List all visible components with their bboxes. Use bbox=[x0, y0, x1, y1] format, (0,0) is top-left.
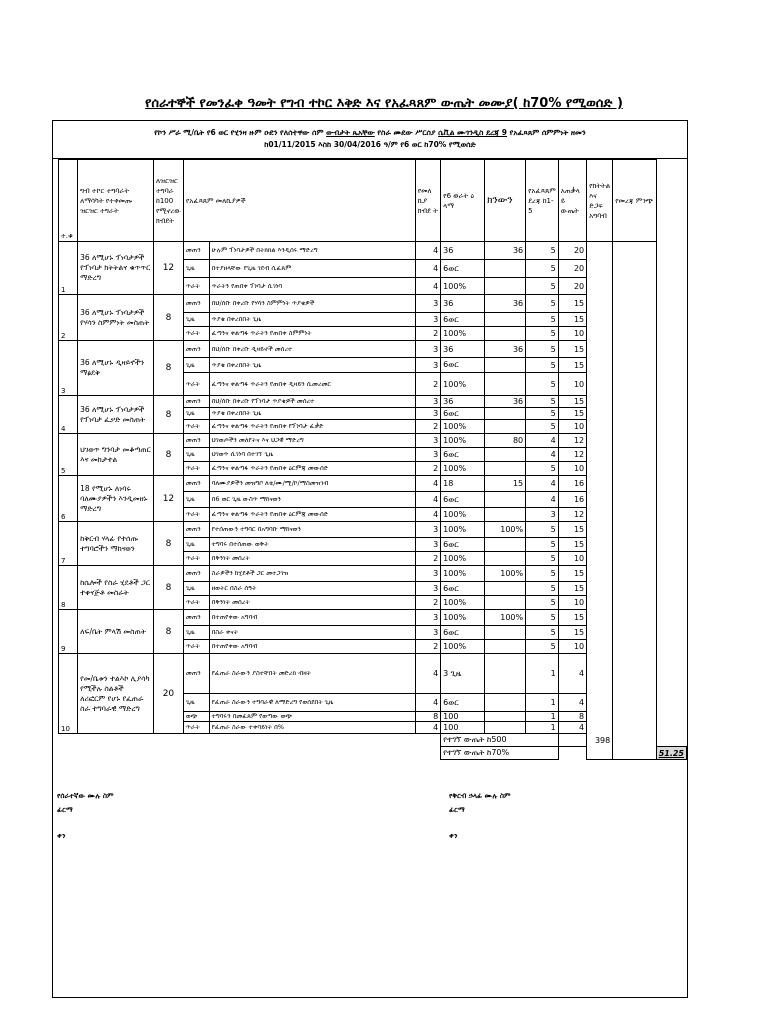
criteria-text: የፈጠራ ስራውን ያስተቸበት መድረክ ብዛት bbox=[209, 654, 415, 694]
sheet-header bbox=[53, 121, 687, 159]
criteria-weight: 2 bbox=[415, 640, 440, 654]
score-value: 5 bbox=[526, 242, 559, 260]
result-value: 15 bbox=[558, 538, 586, 552]
weight-cell: 8 bbox=[153, 396, 183, 434]
row-number: 2 bbox=[59, 295, 78, 341]
result-value: 8 bbox=[558, 712, 586, 722]
criteria-weight: 3 bbox=[415, 448, 440, 462]
followup-cell bbox=[587, 242, 613, 760]
criteria-text: በስራ ቀናት bbox=[209, 626, 415, 640]
result-value: 15 bbox=[558, 313, 586, 327]
actual-value bbox=[485, 508, 526, 522]
actual-value: 36 bbox=[485, 396, 526, 408]
criteria-type: ጊዜ bbox=[183, 582, 209, 596]
result-value: 10 bbox=[558, 640, 586, 654]
supervisor-name-label: የቅርብ ኃላፊ ሙሉ ስም bbox=[449, 792, 511, 800]
weight-cell: 8 bbox=[153, 566, 183, 610]
plan-value: 100 bbox=[441, 722, 485, 734]
row-number: 5 bbox=[59, 434, 78, 476]
plan-value: 100% bbox=[441, 552, 485, 566]
criteria-weight: 3 bbox=[415, 582, 440, 596]
result-value: 15 bbox=[558, 408, 586, 420]
row-number: 9 bbox=[59, 610, 78, 654]
job-title: ሴቪል ሙጎንዲስ ደረጃ 9 bbox=[438, 128, 508, 137]
actual-value bbox=[485, 420, 526, 434]
col-plan: የ6 ወራት ዕ ላማ bbox=[441, 160, 485, 242]
criteria-text: የፈጠራ ስራው ተቀባይነት በ% bbox=[209, 722, 415, 734]
result-value: 15 bbox=[558, 522, 586, 538]
criteria-weight: 2 bbox=[415, 596, 440, 610]
criteria-weight: 3 bbox=[415, 408, 440, 420]
actual-value bbox=[485, 408, 526, 420]
criteria-text: ፈጣንና ቀልጣፋ ጥራትን የጠበቀ ዕርምጃ መውሰድ bbox=[209, 508, 415, 522]
plan-value: 18 bbox=[441, 476, 485, 492]
col-criteria: የአፈጻጸም መለኪያዎች bbox=[183, 160, 415, 242]
criteria-weight: 2 bbox=[415, 462, 440, 476]
criteria-text: ጥራትን የጠበቀ ፕነባታ ሲገነባ bbox=[209, 278, 415, 295]
criteria-weight: 3 bbox=[415, 566, 440, 582]
result-value: 15 bbox=[558, 626, 586, 640]
criteria-type: ጊዜ bbox=[183, 448, 209, 462]
criteria-text: የተሰጠውን ተግባር በአግባቡ ማከናወን bbox=[209, 522, 415, 538]
result-value: 16 bbox=[558, 476, 586, 492]
score-value: 3 bbox=[526, 508, 559, 522]
criteria-weight: 4 bbox=[415, 476, 440, 492]
total-500-value: 398 bbox=[558, 734, 612, 747]
actual-value bbox=[485, 596, 526, 610]
criteria-type: ጥራት bbox=[183, 462, 209, 476]
header-line-2: ከ01/11/2015 እስከ 30/04/2016 ዓ/ም የ6 ወር ከ70% የሚወሰድ bbox=[264, 140, 476, 149]
score-value: 5 bbox=[526, 538, 559, 552]
criteria-type: ጥራት bbox=[183, 278, 209, 295]
criteria-text: ፈጣንና ቀልጣፋ ጥራትን የጠበቀ የፕነባታ ፈቃድ bbox=[209, 420, 415, 434]
criteria-text: ፈጣንና ቀልጣፋ ጥራትን የጠበቀ ስምምነት bbox=[209, 327, 415, 341]
goal-cell: ከሴሎች የስራ ሂደቶች ጋር ተቀናጅቶ መስራት bbox=[78, 566, 154, 610]
plan-value: 6ወር bbox=[441, 694, 485, 712]
score-value: 5 bbox=[526, 396, 559, 408]
goal-cell: 18 የሚሆኑ ለነባሩ ባለሙያዎችን እንዲመዘኑ ማድረግ bbox=[78, 476, 154, 522]
criteria-row bbox=[59, 242, 687, 260]
col-result: አጠቃላ ይ ውጤት bbox=[558, 160, 586, 242]
score-value: 1 bbox=[526, 654, 559, 694]
weight-cell: 8 bbox=[153, 295, 183, 341]
plan-value: 100% bbox=[441, 596, 485, 610]
result-value: 15 bbox=[558, 582, 586, 596]
actual-value bbox=[485, 492, 526, 508]
score-value: 5 bbox=[526, 341, 559, 358]
result-value: 10 bbox=[558, 420, 586, 434]
header-text-c: የአፈጻጸም ሰምምነት ዘመን bbox=[509, 128, 586, 137]
weight-cell: 8 bbox=[153, 341, 183, 396]
actual-value bbox=[485, 654, 526, 694]
result-value: 15 bbox=[558, 358, 586, 373]
actual-value: 36 bbox=[485, 341, 526, 358]
col-followup: የክትትል እና ድጋፍ አግባብ bbox=[587, 160, 613, 242]
header-text-a: የኮን ሥራ ሚ/ቤት የ6 ወር የሂንዛ ዙም ዑደን የለሰተዋው ሰም bbox=[154, 128, 324, 137]
table-header-row bbox=[59, 160, 687, 242]
total-500-row bbox=[59, 734, 687, 747]
actual-value bbox=[485, 327, 526, 341]
criteria-weight: 3 bbox=[415, 626, 440, 640]
criteria-weight: 3 bbox=[415, 358, 440, 373]
actual-value bbox=[485, 462, 526, 476]
actual-value: 100% bbox=[485, 522, 526, 538]
criteria-type: መጠን bbox=[183, 566, 209, 582]
criteria-text: በህ/ሰቡ በቀረቡ የፕነባታ ጥያቄዎች መሰረተ bbox=[209, 396, 415, 408]
criteria-type: ጥራት bbox=[183, 596, 209, 610]
criteria-type: ጥራት bbox=[183, 327, 209, 341]
plan-value: 6ወር bbox=[441, 626, 485, 640]
score-value: 4 bbox=[526, 492, 559, 508]
header-line-1 bbox=[53, 127, 687, 139]
plan-value: 100% bbox=[441, 327, 485, 341]
criteria-weight: 3 bbox=[415, 396, 440, 408]
criteria-type: መጠን bbox=[183, 654, 209, 694]
row-number: 1 bbox=[59, 242, 78, 295]
result-value: 10 bbox=[558, 327, 586, 341]
criteria-type: ጥራት bbox=[183, 640, 209, 654]
criteria-type: ጊዜ bbox=[183, 408, 209, 420]
supervisor-sign-label: ፊርማ bbox=[449, 806, 465, 814]
col-criteria-weight: የመለ ኪያ ክብደ ት bbox=[415, 160, 440, 242]
score-value: 5 bbox=[526, 327, 559, 341]
criteria-type: ጊዜ bbox=[183, 260, 209, 278]
criteria-weight: 8 bbox=[415, 712, 440, 722]
criteria-text: ጥያቄ በቀረበበት ጊዜ bbox=[209, 408, 415, 420]
criteria-text: በተጠየቀው አግባብ bbox=[209, 610, 415, 626]
criteria-text: ዘወትር በስራ ሰዓት bbox=[209, 582, 415, 596]
plan-value: 6ወር bbox=[441, 582, 485, 596]
actual-value bbox=[485, 448, 526, 462]
total-500-label: የተገኘ ውጤት ከ500 bbox=[441, 734, 559, 747]
criteria-type: ጊዜ bbox=[183, 626, 209, 640]
plan-value: 100% bbox=[441, 420, 485, 434]
employee-signature-block bbox=[57, 789, 114, 843]
col-actual: ክንውን bbox=[485, 160, 526, 242]
plan-value: 100% bbox=[441, 373, 485, 396]
criteria-text: በህ/ሰቡ በቀረቡ የሃሳን ስምምነት ጥያቄዎች bbox=[209, 295, 415, 313]
row-number: 4 bbox=[59, 396, 78, 434]
actual-value bbox=[485, 358, 526, 373]
criteria-weight: 4 bbox=[415, 508, 440, 522]
row-number: 3 bbox=[59, 341, 78, 396]
plan-value: 6ወር bbox=[441, 448, 485, 462]
criteria-weight: 3 bbox=[415, 610, 440, 626]
result-value: 4 bbox=[558, 654, 586, 694]
total-70-value: 51.25 bbox=[656, 747, 686, 760]
score-value: 5 bbox=[526, 582, 559, 596]
criteria-type: ጊዜ bbox=[183, 358, 209, 373]
plan-value: 36 bbox=[441, 242, 485, 260]
table-body bbox=[59, 242, 687, 760]
criteria-weight: 4 bbox=[415, 260, 440, 278]
criteria-weight: 3 bbox=[415, 538, 440, 552]
plan-value: 100% bbox=[441, 610, 485, 626]
weight-cell: 8 bbox=[153, 434, 183, 476]
plan-value: 100% bbox=[441, 566, 485, 582]
score-value: 1 bbox=[526, 712, 559, 722]
score-value: 5 bbox=[526, 358, 559, 373]
result-value: 20 bbox=[558, 260, 586, 278]
plan-value: 6ወር bbox=[441, 358, 485, 373]
result-value: 10 bbox=[558, 462, 586, 476]
plan-value: 3 ጊዜ bbox=[441, 654, 485, 694]
result-value: 10 bbox=[558, 373, 586, 396]
score-value: 5 bbox=[526, 260, 559, 278]
criteria-weight: 4 bbox=[415, 278, 440, 295]
employee-sign-label: ፊርማ bbox=[57, 806, 73, 814]
score-value: 5 bbox=[526, 626, 559, 640]
result-value: 16 bbox=[558, 492, 586, 508]
criteria-text: ፈጣንና ቀልጣፋ ጥራትን የጠበቀ ዲዛይን ሲመረመር bbox=[209, 373, 415, 396]
criteria-type: መጠን bbox=[183, 396, 209, 408]
result-value: 12 bbox=[558, 434, 586, 448]
criteria-text: በቅንነት መሰረት bbox=[209, 596, 415, 610]
criteria-type: መጠን bbox=[183, 522, 209, 538]
actual-value bbox=[485, 278, 526, 295]
plan-value: 100% bbox=[441, 462, 485, 476]
goal-cell: ከቅርብ ሃላፊ የተሰጡ ተግባሮችን ማከናወን bbox=[78, 522, 154, 566]
score-value: 5 bbox=[526, 552, 559, 566]
result-value: 20 bbox=[558, 278, 586, 295]
evaluation-sheet bbox=[52, 120, 688, 998]
criteria-weight: 3 bbox=[415, 434, 440, 448]
actual-value bbox=[485, 552, 526, 566]
actual-value bbox=[485, 694, 526, 712]
criteria-text: በተያዘላቸው የጊዜ ገደብ ሲፈጸም bbox=[209, 260, 415, 278]
page-title: የሰራተኞች የመንፈቀ ዓመት የግብ ተኮር እቅድ እና የአፈጻጸም ውጤት መሙያ( ከ70% የሚወሰድ ) bbox=[145, 96, 623, 111]
criteria-text: በቅንነት መሰረት bbox=[209, 552, 415, 566]
criteria-weight: 3 bbox=[415, 522, 440, 538]
plan-value: 100% bbox=[441, 278, 485, 295]
criteria-weight: 3 bbox=[415, 313, 440, 327]
criteria-type: መጠን bbox=[183, 610, 209, 626]
actual-value bbox=[485, 626, 526, 640]
criteria-text: ባለሙያዎችን መዝግቦ ለቴ/ሙ/ሚ/ኮ/ማስመዝገብ bbox=[209, 476, 415, 492]
criteria-text: ስራዎችን ከሂደቶች ጋር መተጋገዝ bbox=[209, 566, 415, 582]
plan-value: 36 bbox=[441, 396, 485, 408]
criteria-text: ህገወጥ ሲገነባ በተገኘ ጊዜ bbox=[209, 448, 415, 462]
plan-value: 100% bbox=[441, 522, 485, 538]
criteria-text: ጥያቄ በቀረበበት ጊዜ bbox=[209, 358, 415, 373]
actual-value: 36 bbox=[485, 295, 526, 313]
weight-cell: 8 bbox=[153, 610, 183, 654]
supervisor-signature-block bbox=[449, 789, 511, 843]
result-value: 4 bbox=[558, 722, 586, 734]
result-value: 15 bbox=[558, 566, 586, 582]
score-value: 5 bbox=[526, 640, 559, 654]
score-value: 5 bbox=[526, 295, 559, 313]
actual-value: 36 bbox=[485, 242, 526, 260]
criteria-weight: 4 bbox=[415, 694, 440, 712]
criteria-type: ወጭ bbox=[183, 712, 209, 722]
goal-cell: ለፍ/ቤት ምላሽ መስጠት bbox=[78, 610, 154, 654]
plan-value: 6ወር bbox=[441, 260, 485, 278]
score-value: 5 bbox=[526, 462, 559, 476]
evaluation-table bbox=[58, 159, 687, 760]
criteria-type: ጥራት bbox=[183, 508, 209, 522]
criteria-text: በተጠየቀው አግባብ bbox=[209, 640, 415, 654]
score-value: 5 bbox=[526, 522, 559, 538]
criteria-text: በ6 ወር ጊዜ ውስጥ ማከናወን bbox=[209, 492, 415, 508]
col-goal: ግብ ተኮር ተግባራት ለማሳካት የተቀመጡ ዝርዝር ተግራት bbox=[78, 160, 154, 242]
score-value: 1 bbox=[526, 722, 559, 734]
criteria-weight: 4 bbox=[415, 654, 440, 694]
score-value: 5 bbox=[526, 278, 559, 295]
col-weight: ለዝርዝር ተግባራ ከ100 የሚኖረው ክብደት bbox=[153, 160, 183, 242]
actual-value bbox=[485, 538, 526, 552]
criteria-text: ህገወጦችን መለየትና እና ህጋዊ ማድረግ bbox=[209, 434, 415, 448]
score-value: 4 bbox=[526, 448, 559, 462]
goal-cell: የመ/ቤቱን ተልእኮ ሊያሳካ የሚችሉ ስልቶች ለሪፎርም የሆኑ የፈጠራ ስራ ተግባራዊ ማድረግ bbox=[78, 654, 154, 734]
criteria-type: ጊዜ bbox=[183, 313, 209, 327]
plan-value: 6ወር bbox=[441, 492, 485, 508]
row-number: 8 bbox=[59, 566, 78, 610]
plan-value: 36 bbox=[441, 295, 485, 313]
criteria-text: ተግባሩን በመፈጸም የወጣው ወጭ bbox=[209, 712, 415, 722]
criteria-type: መጠን bbox=[183, 434, 209, 448]
score-value: 1 bbox=[526, 694, 559, 712]
actual-value bbox=[485, 582, 526, 596]
actual-value bbox=[485, 373, 526, 396]
score-value: 5 bbox=[526, 313, 559, 327]
criteria-text: ሁሉም ፕነባታዎች በትክክል እንዲሰሩ ማድረግ bbox=[209, 242, 415, 260]
weight-cell: 12 bbox=[153, 242, 183, 295]
result-value: 12 bbox=[558, 508, 586, 522]
criteria-text: በህ/ሰቡ በቀረቡ ዲዛይኖች መሰረተ bbox=[209, 341, 415, 358]
criteria-weight: 4 bbox=[415, 242, 440, 260]
goal-cell: 36 ለሚሆኑ ፕነባታዎች የፕነባታ ፈቃድ መስጠት bbox=[78, 396, 154, 434]
plan-value: 100% bbox=[441, 434, 485, 448]
weight-cell: 20 bbox=[153, 654, 183, 734]
criteria-text: የፈጠራ ስራውን ተግባራዊ ለማድረግ የወሰደበት ጊዜ bbox=[209, 694, 415, 712]
criteria-type: ጥራት bbox=[183, 722, 209, 734]
result-value: 4 bbox=[558, 694, 586, 712]
score-value: 4 bbox=[526, 434, 559, 448]
criteria-type: ጥራት bbox=[183, 420, 209, 434]
employee-name-label: የሰራተኛው ሙሉ ስም bbox=[57, 792, 114, 800]
result-value: 12 bbox=[558, 448, 586, 462]
result-value: 15 bbox=[558, 295, 586, 313]
plan-value: 36 bbox=[441, 341, 485, 358]
score-value: 5 bbox=[526, 408, 559, 420]
total-70-label: የተገኘ ውጤት ከ70% bbox=[441, 747, 559, 760]
row-number: 6 bbox=[59, 476, 78, 522]
criteria-weight: 2 bbox=[415, 327, 440, 341]
goal-cell: ህገወጥ ግንባታ መቆጣጠር እና መከታተል bbox=[78, 434, 154, 476]
actual-value bbox=[485, 313, 526, 327]
score-value: 5 bbox=[526, 566, 559, 582]
criteria-weight: 3 bbox=[415, 341, 440, 358]
score-value: 5 bbox=[526, 610, 559, 626]
employee-date-label: ቀን bbox=[57, 832, 66, 840]
col-no: ተ.ቁ bbox=[59, 160, 78, 242]
criteria-type: ጊዜ bbox=[183, 492, 209, 508]
actual-value bbox=[485, 712, 526, 722]
criteria-type: መጠን bbox=[183, 242, 209, 260]
plan-value: 100% bbox=[441, 508, 485, 522]
criteria-type: ጊዜ bbox=[183, 694, 209, 712]
criteria-weight: 3 bbox=[415, 295, 440, 313]
result-value: 10 bbox=[558, 552, 586, 566]
criteria-weight: 2 bbox=[415, 420, 440, 434]
actual-value bbox=[485, 260, 526, 278]
result-value: 20 bbox=[558, 242, 586, 260]
criteria-type: መጠን bbox=[183, 476, 209, 492]
actual-value bbox=[485, 722, 526, 734]
plan-value: 6ወር bbox=[441, 538, 485, 552]
criteria-text: ፈጣንና ቀልጣፋ ጥራትን የጠበቀ ዕርምጃ መውሰድ bbox=[209, 462, 415, 476]
score-value: 4 bbox=[526, 476, 559, 492]
result-value: 10 bbox=[558, 596, 586, 610]
supervisor-date-label: ቀን bbox=[449, 832, 458, 840]
actual-value: 100% bbox=[485, 566, 526, 582]
score-value: 5 bbox=[526, 596, 559, 610]
criteria-text: ተግባሩ በተሰጠው ወቅት bbox=[209, 538, 415, 552]
criteria-type: መጠን bbox=[183, 341, 209, 358]
score-value: 5 bbox=[526, 420, 559, 434]
col-score: የአፈጻጸም ደረጃ ከ1-5 bbox=[526, 160, 559, 242]
plan-value: 6ወር bbox=[441, 313, 485, 327]
criteria-type: መጠን bbox=[183, 295, 209, 313]
criteria-weight: 4 bbox=[415, 492, 440, 508]
row-number: 7 bbox=[59, 522, 78, 566]
criteria-type: ጥራት bbox=[183, 552, 209, 566]
plan-value: 100 bbox=[441, 712, 485, 722]
row-number: 10 bbox=[59, 654, 78, 734]
criteria-weight: 2 bbox=[415, 552, 440, 566]
result-value: 15 bbox=[558, 396, 586, 408]
criteria-weight: 4 bbox=[415, 722, 440, 734]
weight-cell: 8 bbox=[153, 522, 183, 566]
plan-value: 100% bbox=[441, 640, 485, 654]
actual-value: 80 bbox=[485, 434, 526, 448]
score-value: 5 bbox=[526, 373, 559, 396]
actual-value: 100% bbox=[485, 610, 526, 626]
result-value: 15 bbox=[558, 610, 586, 626]
employee-name: ውብታት ጴአቸው bbox=[326, 128, 375, 137]
actual-value bbox=[485, 640, 526, 654]
actual-value: 15 bbox=[485, 476, 526, 492]
goal-cell: 36 ለሚሆኑ ፕነባታዎች የሃሳን ስምምነት መስጠት bbox=[78, 295, 154, 341]
source-cell bbox=[613, 242, 656, 760]
header-text-b: የስራ ሙደው ሥርሰያ bbox=[377, 128, 436, 137]
col-source: የመረጃ ምንጭ bbox=[613, 160, 656, 242]
criteria-type: ጊዜ bbox=[183, 538, 209, 552]
result-value: 15 bbox=[558, 341, 586, 358]
criteria-text: ጥያቄ በቀረበበት ጊዜ bbox=[209, 313, 415, 327]
goal-cell: 36 ለሚሆኑ ዲዛይኖችን ማፅደቅ bbox=[78, 341, 154, 396]
criteria-weight: 2 bbox=[415, 373, 440, 396]
weight-cell: 12 bbox=[153, 476, 183, 522]
criteria-type: ጥራት bbox=[183, 373, 209, 396]
goal-cell: 36 ለሚሆኑ ፕነባታዎች የፕነባታ ክትትልና ቁጥጥር ማድረግ bbox=[78, 242, 154, 295]
plan-value: 6ወር bbox=[441, 408, 485, 420]
